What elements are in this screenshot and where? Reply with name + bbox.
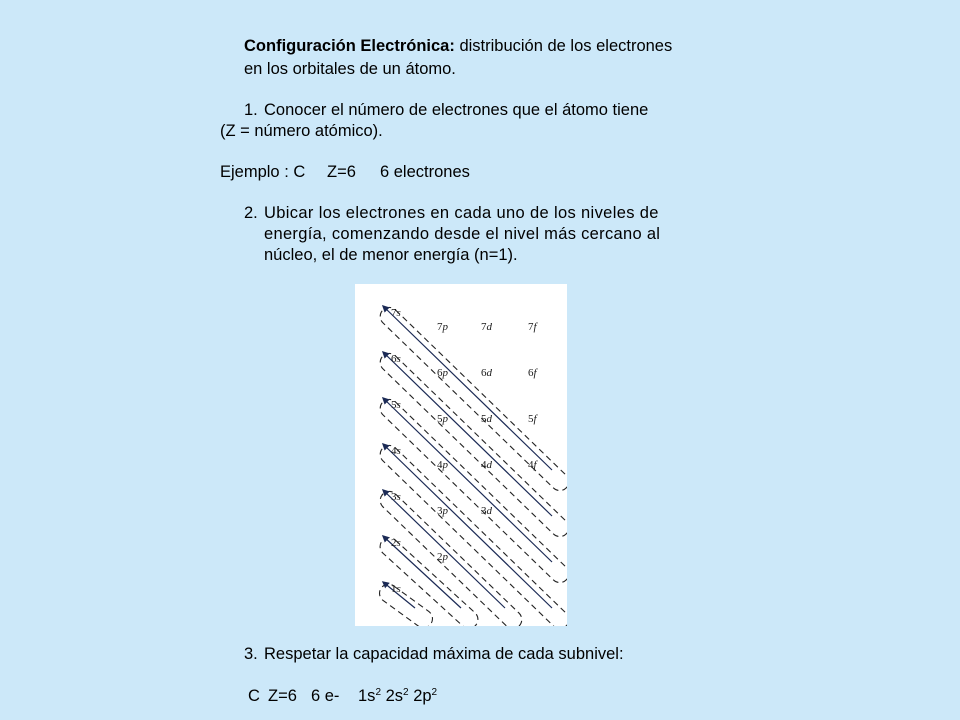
step3-text: Respetar la capacidad máxima de cada subnivel:: [264, 645, 624, 663]
electron-configuration: [358, 686, 437, 707]
orbital-label: 7p: [437, 321, 448, 333]
config-electrons: 6 e-: [311, 687, 340, 705]
definition-text-line1: distribución de los electrones: [454, 37, 673, 55]
config-term: $1s^2$: [358, 687, 381, 705]
orbital-label: 6f: [528, 367, 537, 379]
diagonal-capsule: [377, 488, 526, 626]
config-element: C: [248, 687, 260, 705]
orbital-label: 6d: [481, 367, 492, 379]
orbital-label: 1s: [391, 583, 401, 595]
orbital-label: 4p: [437, 459, 448, 471]
definition-term: Configuración Electrónica:: [244, 37, 455, 55]
step1-line1: Conocer el número de electrones que el átomo tiene: [264, 101, 649, 119]
example-z: Z=6: [327, 163, 356, 181]
step2-line2: energía, comenzando desde el nivel más cercano al: [264, 225, 661, 243]
diagonal-capsule: [376, 581, 436, 626]
step2-line3: núcleo, el de menor energía (n=1).: [264, 246, 518, 264]
orbital-label: 7d: [481, 321, 492, 333]
orbital-label: 7s: [391, 307, 401, 319]
config-z: Z=6: [268, 687, 297, 705]
orbital-label: 4f: [528, 459, 537, 471]
definition-text-line2: en los orbitales de un átomo.: [244, 60, 456, 78]
definition-block: [244, 36, 672, 57]
orbital-label: 5p: [437, 413, 448, 425]
orbital-label: 4d: [481, 459, 492, 471]
diagonal-arrow: [383, 306, 552, 470]
orbital-label: 6p: [437, 367, 448, 379]
orbital-label: 5f: [528, 413, 537, 425]
step1-line2: (Z = número atómico).: [220, 122, 383, 140]
orbital-label: 2p: [437, 551, 448, 563]
config-term: $2p^2$: [413, 687, 438, 705]
orbital-label: 3d: [481, 505, 492, 517]
aufbau-diagram: [355, 284, 567, 626]
orbital-label: 5s: [391, 399, 401, 411]
diagonal-capsule: [377, 396, 567, 587]
step2-number: 2.: [244, 204, 258, 222]
diagonal-arrow: [383, 352, 552, 516]
orbital-label: 5d: [481, 413, 492, 425]
orbital-label: 3s: [391, 491, 401, 503]
orbital-label: 4s: [391, 445, 401, 457]
example-electrons: 6 electrones: [380, 163, 470, 181]
orbital-label: 7f: [528, 321, 537, 333]
aufbau-diagram-svg: [355, 284, 567, 626]
diagonal-arrow: [383, 398, 552, 562]
orbital-label: 2s: [391, 537, 401, 549]
step2-line1: Ubicar los electrones en cada uno de los niveles de: [264, 204, 659, 222]
example-label: Ejemplo : C: [220, 163, 306, 181]
orbital-label: 6s: [391, 353, 401, 365]
diagonal-arrow: [383, 444, 552, 608]
config-term: $2s^2$: [385, 687, 409, 705]
step3-number: 3.: [244, 645, 258, 663]
diagonal-capsule: [377, 442, 567, 626]
orbital-label: 3p: [437, 505, 448, 517]
step1-number: 1.: [244, 101, 258, 119]
